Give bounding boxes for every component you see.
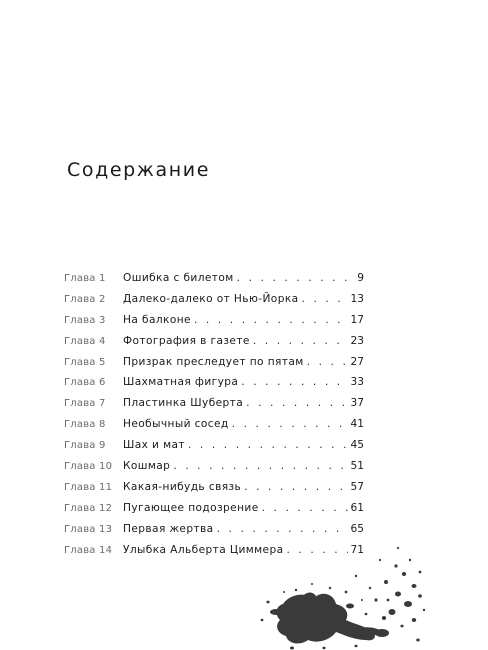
toc-dot-leader: [237, 272, 355, 284]
toc-dot-leader: [244, 481, 347, 493]
toc-chapter-title: Пластинка Шуберта: [123, 397, 244, 410]
toc-chapter-number: Глава 2: [64, 293, 106, 305]
toc-dot-leader: [302, 293, 348, 305]
table-of-contents: [64, 272, 364, 564]
toc-chapter-number: Глава 10: [64, 461, 113, 473]
toc-entry: [64, 460, 364, 481]
toc-entry: [64, 523, 364, 544]
toc-chapter-number: Глава 7: [64, 398, 106, 410]
toc-chapter-title: Фотография в газете: [123, 334, 250, 347]
toc-chapter-number: Глава 1: [64, 273, 106, 284]
toc-entry: [64, 418, 364, 439]
toc-title: Содержание: [67, 159, 210, 181]
toc-entry: [64, 397, 364, 418]
toc-entry: [64, 335, 364, 356]
toc-entry: [64, 356, 364, 377]
toc-page-number: 45: [350, 439, 364, 452]
toc-page-number: 27: [350, 355, 364, 368]
toc-chapter-title: Далеко-далеко от Нью-Йорка: [123, 292, 299, 305]
toc-entry: [64, 481, 364, 502]
toc-chapter-number: Глава 4: [64, 335, 106, 347]
toc-chapter-title: Какая-нибудь связь: [123, 480, 242, 493]
toc-entry: [64, 544, 364, 565]
toc-dot-leader: [286, 544, 347, 556]
toc-page-number: 17: [350, 313, 364, 326]
toc-page-number: 71: [350, 543, 364, 556]
toc-chapter-number: Глава 12: [64, 502, 113, 514]
toc-chapter-number: Глава 3: [64, 314, 106, 326]
toc-dot-leader: [253, 335, 348, 347]
toc-dot-leader: [232, 418, 348, 430]
toc-chapter-number: Глава 11: [64, 481, 113, 493]
toc-chapter-number: Глава 14: [64, 544, 113, 556]
toc-page-number: 37: [350, 397, 364, 410]
toc-chapter-title: Первая жертва: [123, 522, 214, 535]
toc-dot-leader: [188, 439, 348, 451]
toc-chapter-title: Призрак преследует по пятам: [123, 355, 304, 368]
toc-dot-leader: [194, 314, 348, 326]
toc-page-number: 61: [350, 501, 364, 514]
toc-chapter-number: Глава 13: [64, 523, 113, 535]
toc-dot-leader: [217, 523, 348, 535]
toc-page-number: 41: [350, 418, 364, 431]
toc-chapter-title: Пугающее подозрение: [123, 501, 259, 514]
toc-dot-leader: [241, 376, 347, 388]
toc-page-number: 9: [357, 272, 364, 284]
toc-dot-leader: [246, 397, 347, 409]
toc-dot-leader: [307, 356, 348, 368]
toc-page-number: 23: [350, 334, 364, 347]
toc-entry: [64, 314, 364, 335]
toc-chapter-title: Ошибка с билетом: [123, 272, 234, 284]
toc-dot-leader: [262, 502, 348, 514]
toc-chapter-title: Улыбка Альберта Циммера: [123, 543, 284, 556]
toc-page-number: 51: [350, 460, 364, 473]
toc-page-number: 57: [350, 480, 364, 493]
toc-chapter-number: Глава 6: [64, 377, 106, 389]
toc-page-number: 13: [350, 292, 364, 305]
toc-entry: [64, 293, 364, 314]
toc-chapter-title: Шахматная фигура: [123, 376, 239, 389]
toc-chapter-title: Кошмар: [123, 460, 171, 473]
toc-entry: [64, 272, 364, 293]
toc-entry: [64, 376, 364, 397]
toc-chapter-title: Необычный сосед: [123, 418, 229, 431]
toc-chapter-title: Шах и мат: [123, 439, 185, 452]
toc-chapter-number: Глава 9: [64, 440, 106, 452]
toc-page-number: 33: [350, 376, 364, 389]
toc-chapter-number: Глава 8: [64, 419, 106, 431]
toc-page-number: 65: [350, 522, 364, 535]
toc-entry: [64, 439, 364, 460]
toc-chapter-number: Глава 5: [64, 356, 106, 368]
toc-entry: [64, 502, 364, 523]
toc-dot-leader: [173, 460, 347, 472]
toc-chapter-title: На балконе: [123, 313, 191, 326]
